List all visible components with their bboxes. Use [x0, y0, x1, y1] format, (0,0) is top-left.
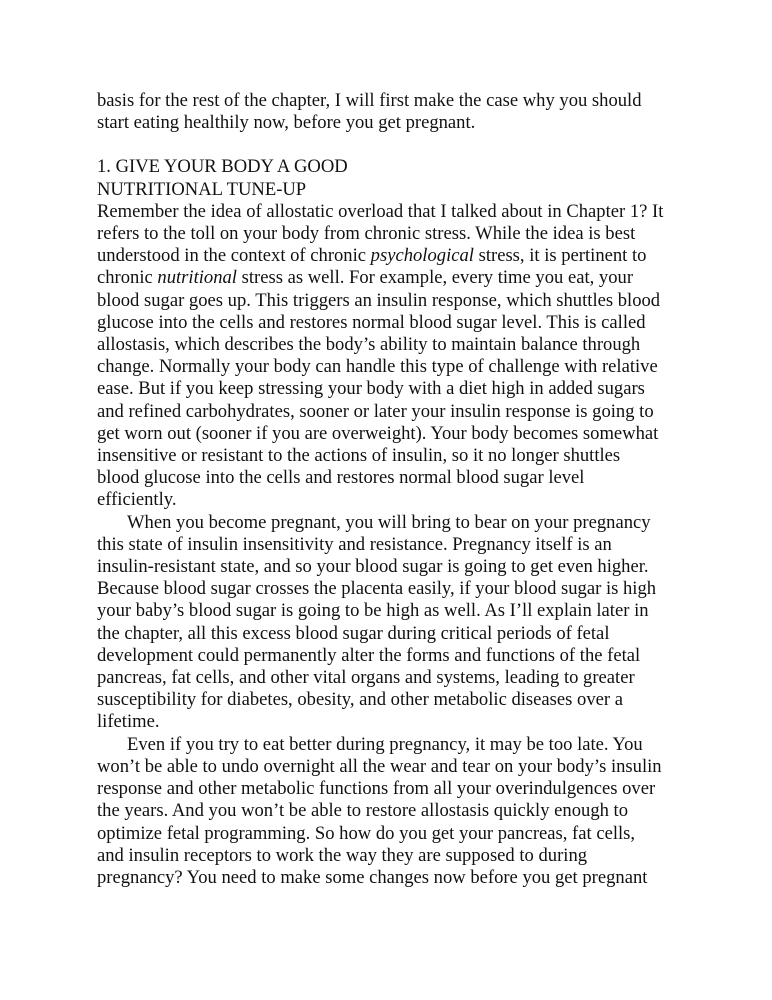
text-line: blood glucose into the cells and restores normal blood sugar level	[97, 467, 585, 489]
text-line: Remember the idea of allostatic overload that I talked about in Chapter 1? It	[97, 200, 664, 222]
text-line-indented: When you become pregnant, you will bring to bear on your pregnancy	[127, 511, 651, 533]
text-line: response and other metabolic functions from all your overindulgences over	[97, 778, 656, 800]
section-heading-line: 1. GIVE YOUR BODY A GOOD	[97, 156, 348, 178]
text-line: susceptibility for diabetes, obesity, and other metabolic diseases over a	[97, 689, 623, 711]
text-line: insulin-resistant state, and so your blood sugar is going to get even higher.	[97, 556, 649, 578]
paragraph-spacer	[97, 134, 687, 156]
text-line: this state of insulin insensitivity and resistance. Pregnancy itself is an	[97, 533, 612, 555]
text-line: the chapter, all this excess blood sugar during critical periods of fetal	[97, 622, 610, 644]
text-line: lifetime.	[97, 711, 160, 733]
text-line: pancreas, fat cells, and other vital organs and systems, leading to greater	[97, 667, 635, 689]
text-line: your baby’s blood sugar is going to be high as well. As I’ll explain later in	[97, 600, 649, 622]
text-run: chronic	[97, 267, 158, 289]
text-line: won’t be able to undo overnight all the wear and tear on your body’s insulin	[97, 755, 662, 777]
book-page	[97, 90, 687, 889]
text-line: refers to the toll on your body from chronic stress. While the idea is best	[97, 223, 636, 245]
section-heading	[97, 156, 687, 200]
text-line: the years. And you won’t be able to restore allostasis quickly enough to	[97, 800, 629, 822]
text-run: stress, it is pertinent to	[473, 245, 647, 267]
text-line: development could permanently alter the forms and functions of the fetal	[97, 644, 641, 666]
text-line: and insulin receptors to work the way they are supposed to during	[97, 844, 588, 866]
text-line: insensitive or resistant to the actions of insulin, so it no longer shuttles	[97, 445, 621, 467]
text-line: change. Normally your body can handle this type of challenge with relative	[97, 356, 658, 378]
section-heading-line: NUTRITIONAL TUNE-UP	[97, 178, 307, 200]
text-line: efficiently.	[97, 489, 177, 511]
text-line: and refined carbohydrates, sooner or later your insulin response is going to	[97, 400, 654, 422]
text-run: stress as well. For example, every time you eat, your	[236, 267, 634, 289]
text-line: blood sugar goes up. This triggers an insulin response, which shuttles blood	[97, 289, 661, 311]
body-paragraph-2	[97, 512, 687, 734]
intro-paragraph	[97, 90, 687, 134]
emphasis-psychological: psychological	[370, 245, 474, 267]
text-line: ease. But if you keep stressing your body with a diet high in added sugars	[97, 378, 645, 400]
text-line: optimize fetal programming. So how do you get your pancreas, fat cells,	[97, 822, 636, 844]
text-line: allostasis, which describes the body’s ability to maintain balance through	[97, 334, 641, 356]
text-line-indented: Even if you try to eat better during pregnancy, it may be too late. You	[127, 733, 643, 755]
emphasis-nutritional: nutritional	[157, 267, 237, 289]
text-line: glucose into the cells and restores normal blood sugar level. This is called	[97, 311, 646, 333]
text-line: get worn out (sooner if you are overweight). Your body becomes somewhat	[97, 422, 659, 444]
text-line: pregnancy? You need to make some changes now before you get pregnant	[97, 866, 648, 888]
text-line: Because blood sugar crosses the placenta easily, if your blood sugar is high	[97, 578, 657, 600]
intro-line: start eating healthily now, before you get pregnant.	[97, 112, 476, 134]
intro-line: basis for the rest of the chapter, I will first make the case why you should	[97, 90, 642, 111]
text-run: understood in the context of chronic	[97, 245, 371, 267]
body-paragraph-3	[97, 734, 687, 889]
text-line-with-emphasis	[97, 267, 687, 289]
body-paragraph-1	[97, 201, 687, 512]
text-line-with-emphasis	[97, 245, 687, 267]
